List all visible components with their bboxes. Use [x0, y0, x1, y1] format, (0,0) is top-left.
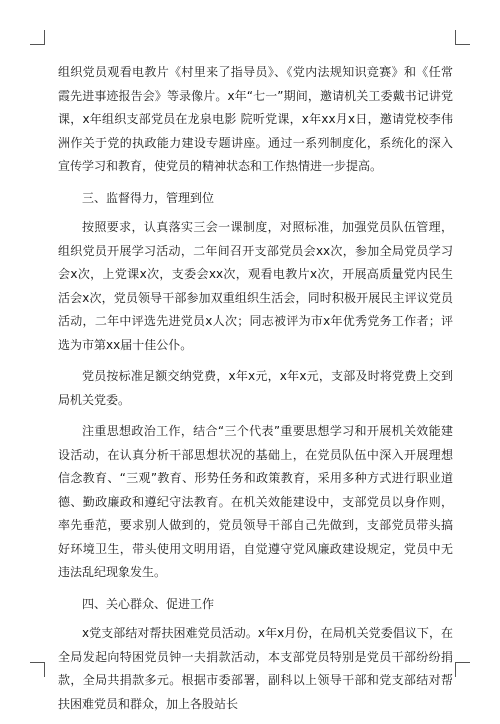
paragraph: 按照要求，认真落实三会一课制度，对照标准，加强党员队伍管理，组织党员开展学习活动，二年间召开支部党员会xx次，参加全局党员学习会x次，上党课x次，支委会xx次，观看电教片x次，开展高质量党内民生活会x次，党员领导干部参加双重组织生活会，同时积极开展民主评议党员活动，二年中评选先进党员x人次；同志被评为市x年优秀党务工作者；评选为市第xx届十佳公仆。 [58, 220, 453, 352]
paragraph: 党员按标准足额交纳党费，x年x元，x年x元，支部及时将党费上交到局机关党委。 [58, 369, 453, 407]
section-heading: 三、监督得力，管理到位 [82, 190, 215, 205]
corner-mark-top-left [30, 30, 45, 45]
paragraph: x党支部结对帮扶困难党员活动。x年x月份，在局机关党委倡议下，在全局发起向特困党员钟一夫捐款活动，本支部党员特别是党员干部纷纷捐款，全局共捐款多元。根据市委部署，副科以上领导干部和党支部结对帮扶困难党员和群众，加上各股站长 [58, 626, 453, 711]
section-heading: 四、关心群众、促进工作 [82, 596, 215, 611]
paragraph: 组织党员观看电教片《村里来了指导员》、《党内法规知识竞赛》和《任常霞先进事迹报告会》等录像片。x年“七一”期间，邀请机关工委戴书记讲党课，x年组织支部党员在龙泉电影 院听党课，x年xx月x日，邀请党校李伟洲作关于党的执政能力建设专题讲座。通过一系列制度化，系统化的深入宣传学习和教育，使党员的精神状态和工作热情进一步提高。 [58, 65, 453, 173]
document-body [58, 61, 453, 724]
paragraph: 注重思想政治工作，结合“三个代表”重要思想学习和开展机关效能建设活动，在认真分析干部思想状况的基础上，在党员队伍中深入开展理想信念教育、“三观”教育、形势任务和政策教育，采用多种方式进行职业道德、勤政廉政和遵纪守法教育。在机关效能建设中，支部党员以身作则，率先垂范，要求别人做到的，党员领导干部自己先做到，支部党员带头搞好环境卫生，带头使用文明用语，自觉遵守党风廉政建设规定，党员中无违法乱纪现象发生。 [58, 424, 453, 579]
corner-mark-bottom-right [455, 662, 470, 677]
corner-mark-bottom-left [30, 662, 45, 677]
corner-mark-top-right [455, 30, 470, 45]
